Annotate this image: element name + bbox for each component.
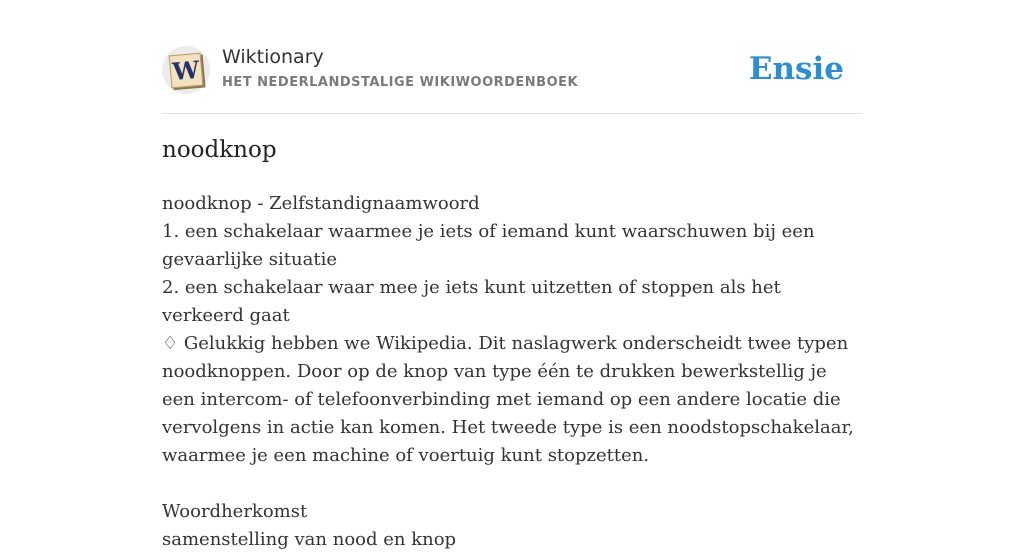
- etymology-text: samenstelling van nood en knop: [162, 529, 457, 550]
- ensie-logo[interactable]: Ensie: [748, 51, 844, 87]
- site-tagline: HET NEDERLANDSTALIGE WIKIWOORDENBOEK: [222, 75, 579, 90]
- definition-1: 1. een schakelaar waarmee je iets of iemand kunt waarschuwen bij een gevaarlijke situatie: [162, 221, 815, 270]
- example-text: ♢ Gelukkig hebben we Wikipedia. Dit naslagwerk onderscheidt twee typen noodknoppen. Door op de knop van type één te drukken bewerkstellig je een intercom- of telefoonverbinding met iemand op een andere locatie die vervolgens in actie kan komen. Het tweede type is een noodstopschakelaar, waarmee je een machine of voertuig kunt stopzetten.: [162, 333, 854, 466]
- logo-letter: W: [169, 53, 204, 89]
- page-title: noodknop: [162, 137, 277, 163]
- header-divider: [162, 113, 862, 114]
- entry-content: [162, 190, 862, 554]
- definition-2: 2. een schakelaar waar mee je iets kunt uitzetten of stoppen als het verkeerd gaat: [162, 277, 781, 326]
- wiktionary-logo[interactable]: [162, 46, 210, 94]
- spacer: [162, 470, 862, 498]
- entry-heading-line: noodknop - Zelfstandignaamwoord: [162, 193, 480, 214]
- etymology-heading: Woordherkomst: [162, 501, 308, 522]
- site-name[interactable]: Wiktionary: [222, 46, 324, 68]
- site-header: [162, 44, 862, 96]
